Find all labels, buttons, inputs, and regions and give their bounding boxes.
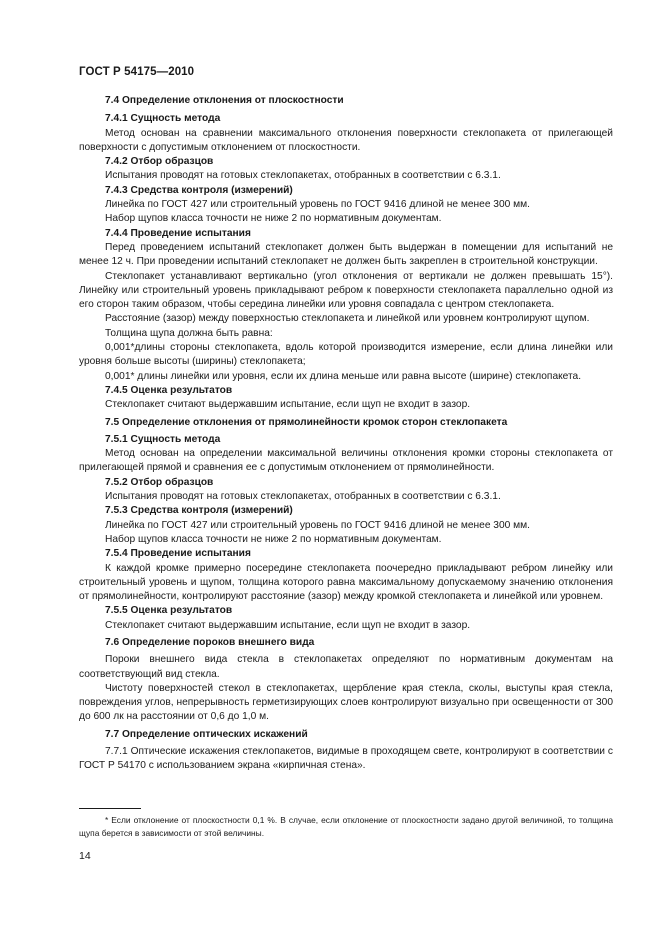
heading-7-5-4: 7.5.4 Проведение испытания [105,548,251,560]
heading-7-4-1: 7.4.1 Сущность метода [105,113,221,125]
paragraph: Стеклопакет считают выдержавшим испытание, если щуп не входит в зазор. [105,619,471,631]
paragraph: Набор щупов класса точности не ниже 2 по нормативным документам. [105,533,442,545]
section-7-7-title: 7.7 Определение оптических искажений [105,728,308,740]
heading-7-4-2: 7.4.2 Отбор образцов [105,156,214,168]
paragraph: Набор щупов класса точности не ниже 2 по нормативным документам. [105,213,442,225]
heading-7-4-3: 7.4.3 Средства контроля (измерений) [105,184,293,196]
heading-7-5-5: 7.5.5 Оценка результатов [105,605,233,617]
paragraph: Толщина щупа должна быть равна: [105,327,273,339]
paragraph: 0,001* длины линейки или уровня, если их длина меньше или равна высоте (ширине) стеклопакета. [105,370,582,382]
section-7-6-title: 7.6 Определение пороков внешнего вида [105,636,315,648]
paragraph: Пороки внешнего вида стекла в стеклопакетах определяют по нормативным документам на соответствующий вид стекла. [79,654,613,680]
heading-7-5-1: 7.5.1 Сущность метода [105,433,221,445]
footnote [79,814,613,839]
paragraph: 7.7.1 Оптические искажения стеклопакетов, видимые в проходящем свете, контролируют в соответствии с ГОСТ Р 54170 с использованием экрана «кирпичная стена». [79,746,613,772]
paragraph: Стеклопакет устанавливают вертикально (угол отклонения от вертикали не должен превышать 15°). Линейку или строительный уровень прикладывают ребром к поверхности стеклопакета параллельно одной из его сторон таким образом, чтобы середина линейки или уровня совпадала с центром стеклопакета. [79,270,613,311]
paragraph: 0,001*длины стороны стеклопакета, вдоль которой производится измерение, если длина линейки или уровня больше высоты (ширины) стеклопакета; [79,342,613,368]
page-body [79,94,613,774]
paragraph: Стеклопакет считают выдержавшим испытание, если щуп не входит в зазор. [105,399,471,411]
heading-7-5-3: 7.5.3 Средства контроля (измерений) [105,505,293,517]
paragraph: Перед проведением испытаний стеклопакет должен быть выдержан в помещении для испытаний не менее 12 ч. При проведении испытаний стеклопакет не должен быть закреплен в строительной конструкции. [79,241,613,268]
heading-7-5-2: 7.5.2 Отбор образцов [105,476,214,488]
paragraph: Метод основан на сравнении максимального отклонения поверхности стеклопакета от прилегающей поверхности с допустимым отклонением от плоскостности. [79,127,613,153]
paragraph: Метод основан на определении максимальной величины отклонения кромки стороны стеклопакета от прилегающей прямой и сравнения ее с допустимым отклонением от прямолинейности. [79,448,613,474]
paragraph: Линейка по ГОСТ 427 или строительный уровень по ГОСТ 9416 длиной не менее 300 мм. [105,199,530,211]
footnote-text: * Если отклонение от плоскостности 0,1 %. В случае, если отклонение от плоскостности задано другой величиной, то толщина щупа берется в зависимости от этой величины. [79,815,613,838]
paragraph: Линейка по ГОСТ 427 или строительный уровень по ГОСТ 9416 длиной не менее 300 мм. [105,519,530,531]
heading-7-4-4: 7.4.4 Проведение испытания [105,227,251,239]
section-7-4-title: 7.4 Определение отклонения от плоскостности [105,95,344,106]
section-7-5-title: 7.5 Определение отклонения от прямолинейности кромок сторон стеклопакета [105,416,508,428]
document-header: ГОСТ Р 54175—2010 [79,66,195,78]
paragraph: Испытания проводят на готовых стеклопакетах, отобранных в соответствии с 6.3.1. [105,491,501,503]
heading-7-4-5: 7.4.5 Оценка результатов [105,384,233,396]
paragraph: К каждой кромке примерно посередине стеклопакета поочередно прикладывают ребром линейку или строительный уровень и щупом, толщина которого равна максимальному допускаемому значению отклонения от прямолинейности, контролируют расстояние (зазор) между кромкой стеклопакета и линейкой или уровнем. [79,562,613,603]
paragraph: Чистоту поверхностей стекол в стеклопакетах, щербление края стекла, сколы, выступы края стекла, повреждения углов, непрерывность герметизирующих слоев контролируют визуально при освещенности от 300 до 600 лк на расстоянии от 0,6 до 1,0 м. [79,682,613,723]
paragraph: Испытания проводят на готовых стеклопакетах, отобранных в соответствии с 6.3.1. [105,170,501,182]
paragraph: Расстояние (зазор) между поверхностью стеклопакета и линейкой или уровнем контролируют щупом. [105,313,590,325]
footnote-separator [79,808,141,809]
page-number: 14 [79,850,91,862]
